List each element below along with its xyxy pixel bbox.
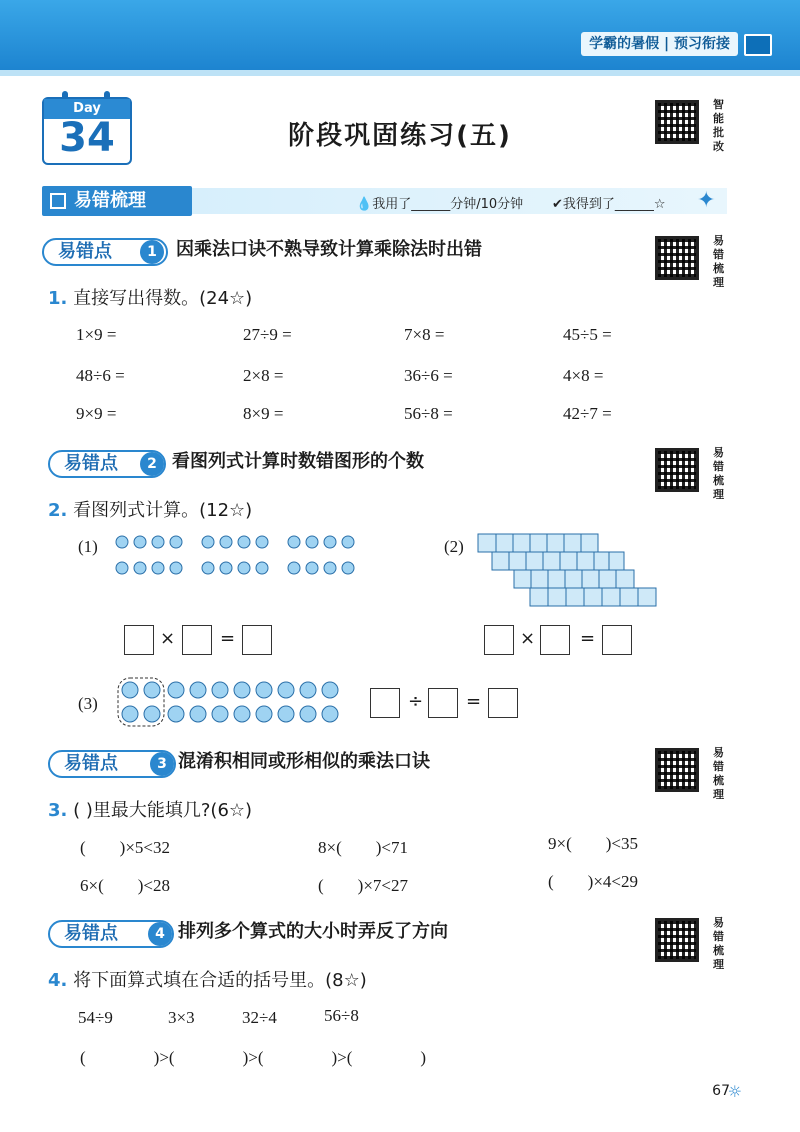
calc-item: 4×8 = — [563, 366, 604, 385]
error-point-title: 因乘法口诀不熟导致计算乘除法时出错 — [176, 239, 482, 260]
equals-sign: = — [466, 691, 482, 712]
book-icon — [744, 34, 772, 56]
calc-item: 45÷5 = — [563, 325, 612, 344]
tag-label: 易错点 — [64, 923, 118, 944]
qr-code-icon[interactable] — [655, 748, 699, 792]
flower-icon — [300, 682, 316, 698]
qr-label: 智能批改 — [713, 98, 724, 153]
cloud-icon — [116, 562, 182, 574]
flower-icon — [322, 682, 338, 698]
flower-icon — [322, 706, 338, 722]
timer-value: 我用了______分钟/10分钟 — [372, 197, 524, 212]
flower-icon — [278, 682, 294, 698]
question-number: 2. — [48, 500, 68, 521]
cloud-icon — [116, 536, 182, 548]
qr-code-icon[interactable] — [655, 918, 699, 962]
tag-label: 易错点 — [64, 753, 118, 774]
calc-item: 9×9 = — [76, 404, 117, 423]
section-label-text: 易错梳理 — [74, 190, 146, 211]
qr-label: 易错梳理 — [713, 234, 724, 289]
answer-box[interactable] — [242, 625, 272, 655]
question-text: ( )里最大能填几?(6☆) — [73, 800, 253, 821]
question-number: 3. — [48, 800, 68, 821]
error-point-tag — [48, 920, 174, 948]
qr-label: 易错梳理 — [713, 916, 724, 971]
flower-icon — [168, 706, 184, 722]
fill-item[interactable]: ( )×5<32 — [80, 838, 170, 857]
answer-box[interactable] — [484, 625, 514, 655]
flower-icon — [168, 682, 184, 698]
answer-box[interactable] — [488, 688, 518, 718]
flower-icon — [234, 682, 250, 698]
expression: 54÷9 — [78, 1008, 113, 1027]
qr-code-icon[interactable] — [655, 236, 699, 280]
error-point-title: 混淆积相同或形相似的乘法口诀 — [178, 751, 430, 772]
qr-code-icon[interactable] — [655, 100, 699, 144]
calc-item: 56÷8 = — [404, 404, 453, 423]
calc-item: 48÷6 = — [76, 366, 125, 385]
flower-groups — [116, 676, 358, 728]
calc-item: 8×9 = — [243, 404, 284, 423]
equals-sign: = — [580, 628, 596, 649]
star-icon: ✦ — [697, 188, 716, 213]
tag-number: 4 — [148, 922, 172, 946]
flower-icon — [256, 706, 272, 722]
question-4 — [48, 966, 367, 992]
page-number: 67 — [712, 1083, 730, 1099]
flower-icon — [212, 682, 228, 698]
flower-icon — [122, 682, 138, 698]
fill-item[interactable]: ( )×4<29 — [548, 872, 638, 891]
answer-box[interactable] — [124, 625, 154, 655]
answer-box[interactable] — [428, 688, 458, 718]
score-text: ✔我得到了______☆ — [552, 197, 666, 212]
question-number: 1. — [48, 288, 68, 309]
times-sign: × — [160, 628, 176, 649]
fill-item[interactable]: ( )×7<27 — [318, 876, 408, 895]
square-grid — [476, 532, 662, 610]
flower-icon — [190, 706, 206, 722]
calc-item: 27÷9 = — [243, 325, 292, 344]
question-text: 看图列式计算。(12☆) — [73, 500, 253, 521]
tag-number: 3 — [150, 752, 174, 776]
page-title: 阶段巩固练习(五) — [288, 121, 512, 151]
calc-item: 2×8 = — [243, 366, 284, 385]
flower-icon — [212, 706, 228, 722]
banner-edge — [0, 70, 800, 76]
qr-label: 易错梳理 — [713, 446, 724, 501]
question-2 — [48, 496, 252, 522]
question-text: 直接写出得数。(24☆) — [73, 288, 253, 309]
expression: 56÷8 — [324, 1006, 359, 1025]
error-point-title: 排列多个算式的大小时弄反了方向 — [178, 921, 448, 942]
sun-icon: ☼ — [727, 1082, 742, 1101]
cloud-icon — [202, 536, 268, 548]
qr-code-icon[interactable] — [655, 448, 699, 492]
error-point-tag — [48, 750, 176, 778]
answer-box[interactable] — [370, 688, 400, 718]
answer-box[interactable] — [602, 625, 632, 655]
qr-label: 易错梳理 — [713, 746, 724, 801]
tag-number: 2 — [140, 452, 164, 476]
cloud-icon — [288, 536, 354, 548]
expression: 3×3 — [168, 1008, 195, 1027]
flower-icon — [256, 682, 272, 698]
question-text: 将下面算式填在合适的括号里。(8☆) — [73, 970, 367, 991]
flower-icon — [190, 682, 206, 698]
sub-label: (2) — [444, 537, 464, 556]
flower-icon — [144, 682, 160, 698]
fill-item[interactable]: 9×( )<35 — [548, 834, 638, 853]
day-number: 34 — [59, 115, 115, 161]
equals-sign: = — [220, 628, 236, 649]
question-1 — [48, 284, 252, 310]
error-point-tag — [48, 450, 166, 478]
sub-label: (1) — [78, 537, 98, 556]
fill-item[interactable]: 8×( )<71 — [318, 838, 408, 857]
score-value: 我得到了______☆ — [562, 197, 666, 212]
calc-item: 42÷7 = — [563, 404, 612, 423]
question-number: 4. — [48, 970, 68, 991]
cloud-icon — [288, 562, 354, 574]
calc-item: 7×8 = — [404, 325, 445, 344]
cloud-icon — [202, 562, 268, 574]
section-label — [42, 186, 192, 216]
tag-label: 易错点 — [58, 241, 112, 262]
flower-icon — [278, 706, 294, 722]
flower-icon — [122, 706, 138, 722]
cloud-groups — [114, 532, 364, 582]
answer-box[interactable] — [540, 625, 570, 655]
times-sign: × — [520, 628, 536, 649]
answer-box[interactable] — [182, 625, 212, 655]
series-label: 学霸的暑假 | 预习衔接 — [581, 32, 738, 56]
error-point-tag — [42, 238, 168, 266]
tag-number: 1 — [140, 240, 164, 264]
error-point-title: 看图列式计算时数错图形的个数 — [172, 451, 424, 472]
flower-icon — [300, 706, 316, 722]
fill-item[interactable]: 6×( )<28 — [80, 876, 170, 895]
flower-icon — [234, 706, 250, 722]
tag-label: 易错点 — [64, 453, 118, 474]
day-word: Day — [44, 99, 130, 119]
calc-item: 1×9 = — [76, 325, 117, 344]
timer-text: 💧我用了______分钟/10分钟 — [356, 197, 524, 212]
flower-icon — [144, 706, 160, 722]
question-3 — [48, 796, 252, 822]
list-icon — [50, 193, 66, 209]
sub-label: (3) — [78, 694, 98, 713]
calc-item: 36÷6 = — [404, 366, 453, 385]
expression: 32÷4 — [242, 1008, 277, 1027]
order-blanks[interactable]: ( )>( )>( )>( ) — [80, 1048, 427, 1067]
divide-sign: ÷ — [408, 691, 424, 712]
